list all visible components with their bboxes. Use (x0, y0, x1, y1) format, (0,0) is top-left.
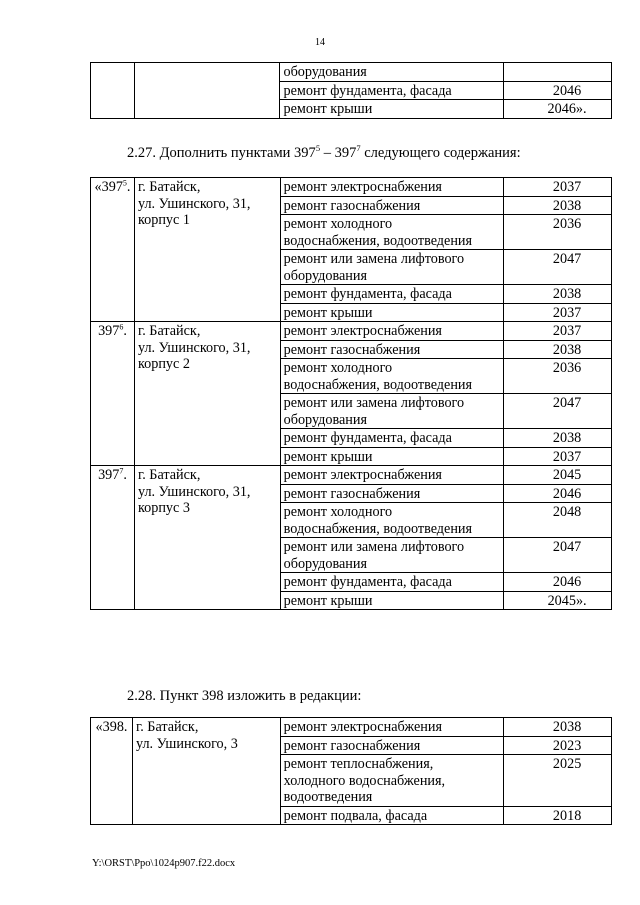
year-cell: 2046 (504, 484, 612, 503)
page-number: 14 (315, 37, 325, 48)
work-cell (280, 394, 504, 429)
work-line: ремонт холодного (283, 360, 393, 376)
work-line: ремонт фундамента, фасада (283, 574, 452, 590)
paragraph-2-27 (127, 145, 521, 162)
year-cell: 2045 (504, 466, 612, 485)
year-cell: 2025 (504, 755, 612, 807)
address-line: корпус 1 (137, 212, 190, 228)
year-cell: 2038 (504, 285, 612, 304)
work-cell (280, 736, 504, 755)
work-line: ремонт холодного (283, 504, 393, 520)
table-row (91, 63, 612, 82)
address-cell (134, 63, 280, 119)
work-cell (280, 178, 504, 197)
year-cell: 2023 (504, 736, 612, 755)
number-cell (91, 63, 135, 119)
table-398 (90, 717, 612, 825)
work-line: ремонт газоснабжения (283, 485, 421, 502)
work-line: ремонт фундамента, фасада (283, 286, 452, 302)
work-line: водоснабжения, водоотведения (283, 376, 473, 393)
year-cell: 2037 (504, 178, 612, 197)
work-line: ремонт электроснабжения (283, 719, 442, 735)
year-cell: 2038 (504, 340, 612, 359)
work-line: ремонт электроснабжения (283, 467, 442, 483)
year-cell: 2037 (504, 447, 612, 466)
work-cell (280, 215, 504, 250)
work-line: ремонт холодного (283, 216, 393, 232)
year-cell: 2038 (504, 196, 612, 215)
work-line: ремонт крыши (283, 592, 373, 609)
work-cell: ремонт фундамента, фасада (280, 81, 504, 100)
work-line: ремонт или замена лифтового (283, 539, 465, 555)
year-cell: 2037 (504, 303, 612, 322)
address-cell (134, 178, 280, 322)
year-cell: 2036 (504, 359, 612, 394)
work-cell (280, 538, 504, 573)
work-line: ремонт крыши (283, 448, 373, 465)
work-cell (280, 359, 504, 394)
work-line: оборудования (283, 267, 367, 284)
work-line: ремонт подвала, фасада (283, 807, 428, 824)
address-cell (134, 322, 280, 466)
work-cell (280, 503, 504, 538)
paragraph-text: следующего содержания: (360, 145, 521, 161)
work-cell (280, 755, 504, 807)
work-cell (280, 447, 504, 466)
work-cell (280, 250, 504, 285)
work-cell (280, 466, 504, 485)
work-line: оборудования (283, 555, 367, 572)
item-number-cell (91, 466, 135, 610)
work-line: ремонт газоснабжения (283, 341, 421, 358)
item-number-cell (91, 322, 135, 466)
address-line: ул. Ушинского, 3 (135, 735, 238, 752)
table-row (91, 466, 612, 485)
paragraph-2-28: 2.28. Пункт 398 изложить в редакции: (127, 688, 362, 704)
work-line: водоотведения (283, 789, 373, 805)
address-line: корпус 3 (137, 500, 190, 516)
work-cell (280, 429, 504, 448)
address-line: корпус 2 (137, 356, 190, 372)
item-number-suffix: . (123, 323, 127, 339)
item-number-cell (91, 178, 135, 322)
work-cell: оборудования (280, 63, 504, 82)
superscript: 5 (315, 143, 321, 154)
work-line: ремонт теплоснабжения, (283, 756, 434, 772)
work-cell (280, 340, 504, 359)
work-line: ремонт крыши (283, 304, 373, 321)
year-cell: 2046 (504, 81, 612, 100)
item-number-cell: «398. (91, 718, 133, 825)
work-line: ремонт газоснабжения (283, 737, 421, 754)
year-cell: 2038 (504, 718, 612, 737)
work-line: ремонт или замена лифтового (283, 251, 465, 267)
work-cell: ремонт крыши (280, 100, 504, 119)
year-cell: 2046». (504, 100, 612, 119)
address-line: ул. Ушинского, 31, (137, 483, 251, 500)
address-line: ул. Ушинского, 31, (137, 339, 251, 356)
work-line: ремонт фундамента, фасада (283, 430, 452, 446)
work-line: ремонт электроснабжения (283, 179, 442, 195)
address-line: г. Батайск, (137, 323, 201, 339)
work-line: ремонт или замена лифтового (283, 395, 465, 411)
address-cell (134, 466, 280, 610)
year-cell: 2048 (504, 503, 612, 538)
item-number: «397 (94, 179, 123, 195)
table-row (91, 322, 612, 341)
address-line: г. Батайск, (137, 467, 201, 483)
work-line: водоснабжения, водоотведения (283, 520, 473, 537)
work-cell (280, 573, 504, 592)
year-cell (504, 63, 612, 82)
work-cell (280, 484, 504, 503)
work-cell (280, 285, 504, 304)
work-cell (280, 196, 504, 215)
work-cell (280, 303, 504, 322)
work-line: ремонт электроснабжения (283, 323, 442, 339)
year-cell: 2036 (504, 215, 612, 250)
table-397 (90, 177, 612, 610)
work-cell (280, 322, 504, 341)
year-cell: 2037 (504, 322, 612, 341)
year-cell: 2047 (504, 394, 612, 429)
table-row (91, 178, 612, 197)
item-number-suffix: . (123, 467, 127, 483)
table-continuation (90, 62, 612, 119)
work-cell (280, 718, 504, 737)
item-number-superscript: 7 (119, 466, 124, 476)
footer-file-path: Y:\ORST\Ppo\1024p907.f22.docx (92, 858, 236, 869)
work-line: водоснабжения, водоотведения (283, 232, 473, 249)
work-cell (280, 591, 504, 610)
year-cell: 2038 (504, 429, 612, 448)
superscript: 7 (356, 143, 361, 154)
item-number: 397 (98, 467, 120, 483)
work-line: оборудования (283, 411, 367, 428)
work-cell (280, 806, 504, 825)
year-cell: 2046 (504, 573, 612, 592)
year-cell: 2045». (504, 591, 612, 610)
paragraph-text: 2.27. Дополнить пунктами 397 (127, 145, 316, 161)
address-line: ул. Ушинского, 31, (137, 195, 251, 212)
table-row (91, 718, 612, 737)
year-cell: 2047 (504, 250, 612, 285)
item-number-superscript: 5 (122, 178, 127, 188)
work-line: ремонт газоснабжения (283, 197, 421, 214)
paragraph-text: – 397 (320, 145, 357, 161)
item-number-suffix: . (126, 179, 131, 195)
item-number-superscript: 6 (119, 322, 124, 332)
address-cell (132, 718, 280, 825)
year-cell: 2018 (504, 806, 612, 825)
address-line: г. Батайск, (137, 179, 201, 195)
address-line: г. Батайск, (135, 719, 199, 735)
year-cell: 2047 (504, 538, 612, 573)
item-number: 397 (98, 323, 120, 339)
work-line: холодного водоснабжения, (283, 772, 446, 789)
